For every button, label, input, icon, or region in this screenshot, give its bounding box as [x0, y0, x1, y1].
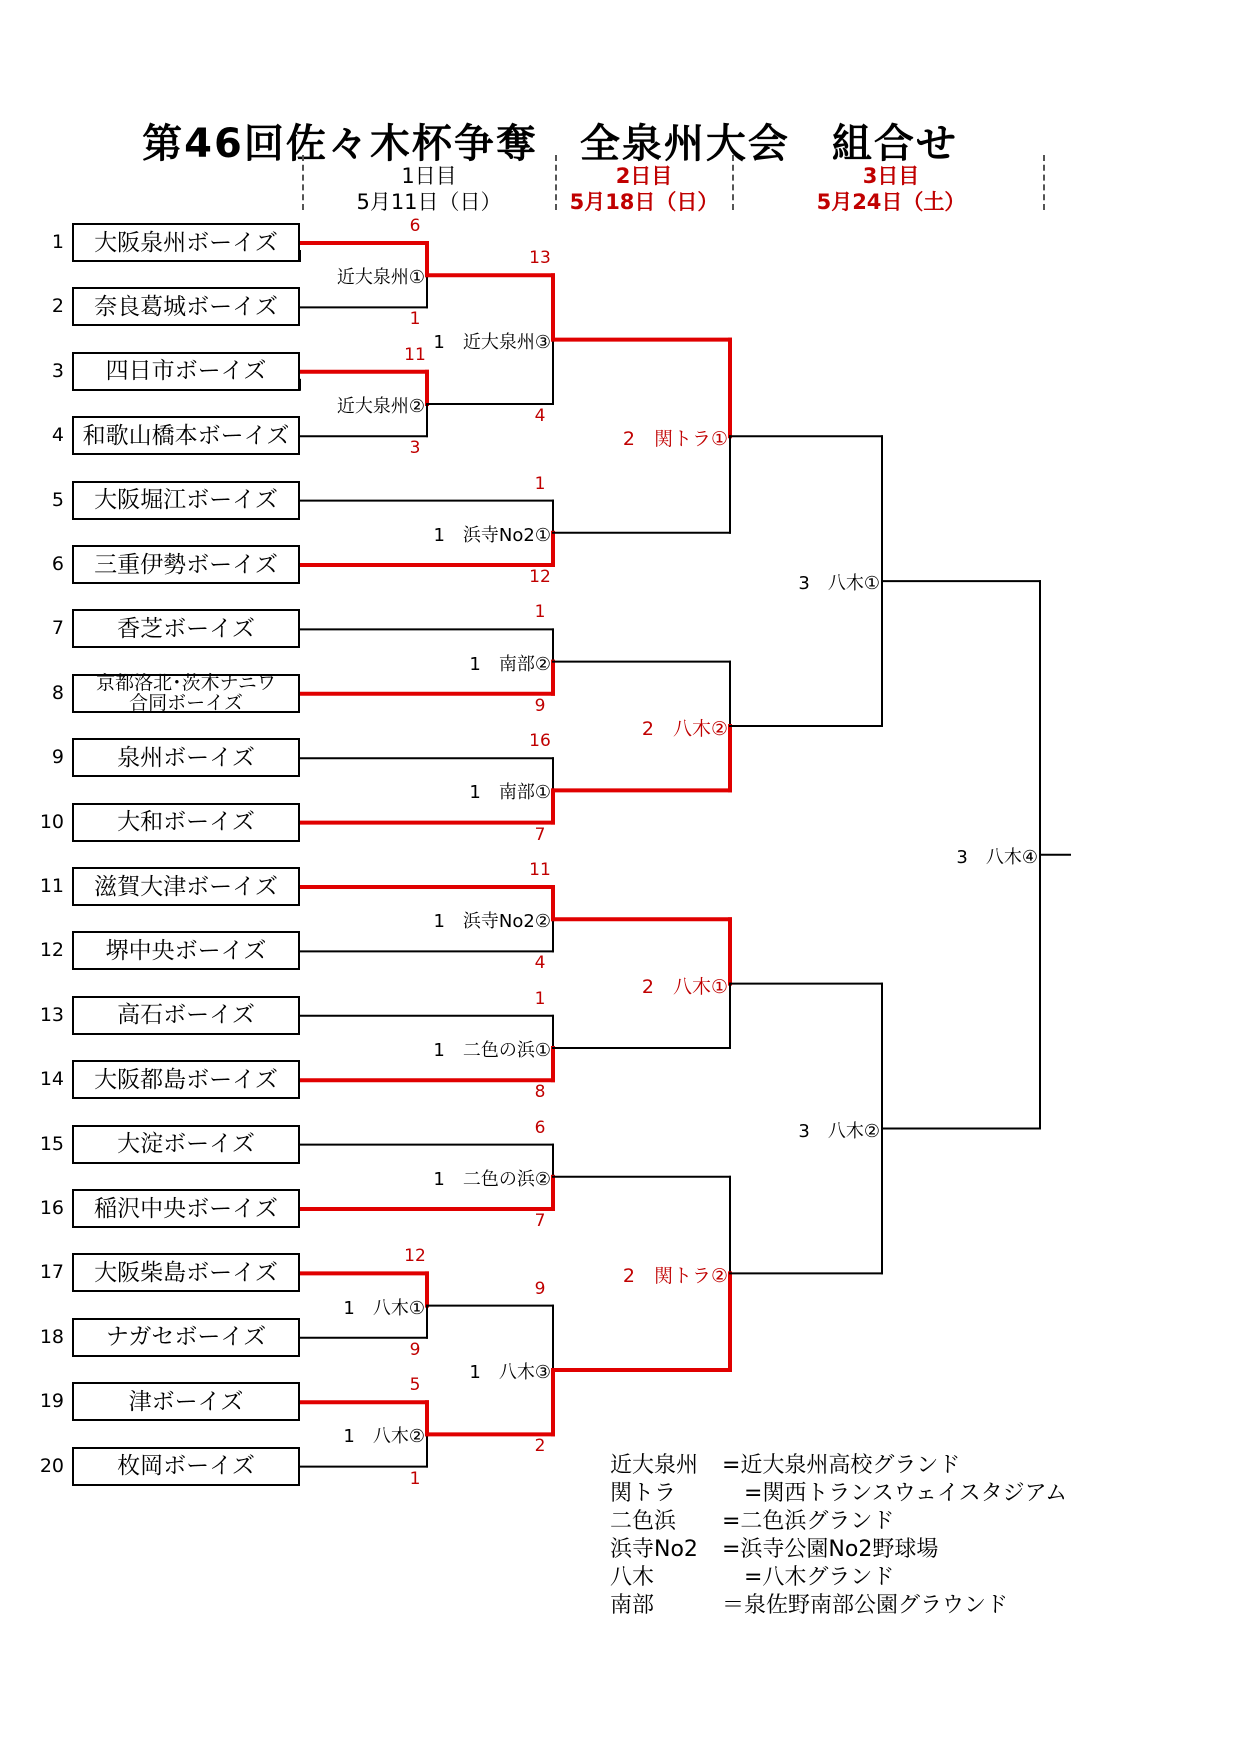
- score: 7: [534, 1211, 546, 1231]
- legend-key: 関トラ: [610, 1481, 677, 1506]
- seed-number: 3: [51, 359, 64, 382]
- score: 1: [534, 988, 546, 1009]
- team-box: 和歌山橋本ボーイズ: [72, 416, 300, 455]
- team-box: 奈良葛城ボーイズ: [72, 287, 300, 326]
- seed-number: 12: [39, 939, 64, 962]
- page-title: 第46回佐々木杯争奪 全泉州大会 組合せ: [142, 121, 958, 167]
- seed-number: 11: [39, 875, 64, 897]
- team-box: 大阪柴島ボーイズ: [72, 1253, 300, 1292]
- score: 6: [534, 1117, 546, 1138]
- team-box: 高石ボーイズ: [72, 996, 300, 1035]
- venue-label: 近大泉州①: [336, 267, 425, 289]
- score: 1: [534, 473, 546, 494]
- legend-row: [610, 1536, 1067, 1564]
- seed-number: 13: [39, 1003, 64, 1026]
- venue-label: 1 八木③: [469, 1362, 551, 1383]
- venue-label: 1 二色の浜②: [433, 1168, 551, 1190]
- venue-label: 3 八木①: [798, 573, 880, 595]
- score: 4: [534, 406, 546, 426]
- score: 11: [404, 344, 426, 365]
- seed-number: 8: [51, 681, 64, 704]
- score: 7: [534, 824, 546, 845]
- score: 3: [409, 438, 421, 459]
- seed-number: 1: [51, 231, 64, 253]
- score: 2: [534, 1436, 546, 1457]
- day-2-name: 2日目: [615, 164, 673, 188]
- score: 9: [534, 1278, 546, 1299]
- team-box: 三重伊勢ボーイズ: [72, 545, 300, 584]
- day-1-name: 1日目: [401, 164, 457, 188]
- team-box: 香芝ボーイズ: [72, 609, 300, 648]
- team-name-line2: 合同ボーイズ: [129, 692, 243, 715]
- legend-key: 南部: [610, 1593, 655, 1618]
- venue-label: 1 八木②: [343, 1426, 425, 1448]
- team-box: 稲沢中央ボーイズ: [72, 1189, 300, 1228]
- day-2-date: 5月18日（日）: [569, 190, 719, 214]
- seed-number: 7: [51, 617, 64, 640]
- score: 1: [534, 602, 546, 623]
- venue-label: 2 関トラ①: [622, 428, 728, 451]
- seed-number: 15: [39, 1132, 64, 1155]
- seed-number: 10: [39, 810, 64, 833]
- team-box: 枚岡ボーイズ: [72, 1447, 300, 1486]
- venue-label: 1 近大泉州③: [433, 331, 551, 353]
- legend-value: =関西トランスウェイスタジアム: [722, 1481, 1068, 1506]
- venue-label: 1 浜寺No2①: [433, 524, 551, 546]
- score: 12: [529, 567, 551, 587]
- seed-number: 5: [51, 488, 64, 511]
- score: 16: [529, 731, 551, 752]
- legend-key: 八木: [610, 1565, 655, 1590]
- venue-label: 1 二色の浜①: [433, 1040, 551, 1061]
- team-name: 京都洛北･茨木ナニワ: [96, 672, 276, 695]
- seed-number: 14: [39, 1068, 64, 1091]
- day-3-date: 5月24日（土）: [816, 190, 966, 214]
- score: 9: [534, 695, 546, 716]
- score: 5: [409, 1375, 421, 1396]
- team-box: 大淀ボーイズ: [72, 1125, 300, 1164]
- legend-row: [610, 1508, 1067, 1536]
- team-box: 堺中央ボーイズ: [72, 931, 300, 970]
- seed-number: 16: [39, 1197, 64, 1219]
- venue-legend: [610, 1452, 1067, 1620]
- legend-value: =二色浜グランド: [722, 1509, 895, 1534]
- legend-key: 浜寺No2: [610, 1537, 698, 1562]
- legend-value: ＝泉佐野南部公園グラウンド: [722, 1593, 1009, 1618]
- score: 6: [409, 216, 421, 236]
- venue-label: 1 南部①: [469, 782, 551, 804]
- team-box: 滋賀大津ボーイズ: [72, 867, 300, 906]
- day-1-date: 5月11日（日）: [356, 190, 502, 214]
- team-box: 大阪泉州ボーイズ: [72, 223, 300, 262]
- venue-label: 3 八木④: [956, 846, 1038, 868]
- score: 9: [409, 1339, 421, 1360]
- seed-number: 19: [39, 1390, 64, 1413]
- team-box: 泉州ボーイズ: [72, 738, 300, 777]
- venue-label: 1 浜寺No2②: [433, 911, 551, 933]
- seed-number: 17: [39, 1261, 64, 1284]
- venue-label: 2 関トラ②: [622, 1265, 728, 1288]
- score: 1: [409, 309, 421, 330]
- venue-label: 1 八木①: [343, 1297, 425, 1319]
- seed-number: 18: [39, 1325, 64, 1348]
- team-box: 大阪都島ボーイズ: [72, 1060, 300, 1099]
- team-box: 大阪堀江ボーイズ: [72, 481, 300, 520]
- legend-row: [610, 1592, 1067, 1620]
- team-box: 津ボーイズ: [72, 1382, 300, 1421]
- team-box: 四日市ボーイズ: [72, 352, 300, 391]
- legend-key: 近大泉州: [610, 1453, 699, 1478]
- legend-row: [610, 1480, 1067, 1508]
- venue-label: 2 八木②: [641, 718, 728, 740]
- score: 11: [529, 860, 551, 880]
- seed-number: 6: [51, 553, 64, 575]
- venue-label: 近大泉州②: [336, 396, 425, 417]
- score: 13: [529, 248, 551, 269]
- venue-label: 1 南部②: [469, 653, 551, 675]
- seed-number: 2: [51, 295, 64, 318]
- team-box: [72, 674, 300, 713]
- legend-row: [610, 1452, 1067, 1480]
- seed-number: 9: [51, 746, 64, 769]
- legend-value: =近大泉州高校グランド: [722, 1453, 961, 1478]
- score: 1: [409, 1468, 421, 1489]
- seed-number: 4: [51, 424, 64, 447]
- legend-value: =浜寺公園No2野球場: [722, 1537, 939, 1562]
- legend-value: =八木グランド: [722, 1565, 895, 1590]
- day-3-name: 3日目: [862, 164, 920, 188]
- score: 8: [534, 1082, 546, 1103]
- score: 4: [534, 953, 546, 974]
- score: 12: [404, 1246, 426, 1267]
- seed-number: 20: [39, 1454, 64, 1477]
- venue-label: 3 八木②: [798, 1120, 880, 1142]
- team-box: 大和ボーイズ: [72, 803, 300, 842]
- venue-label: 2 八木①: [641, 975, 728, 998]
- legend-key: 二色浜: [610, 1509, 677, 1534]
- team-box: ナガセボーイズ: [72, 1318, 300, 1357]
- legend-row: [610, 1564, 1067, 1592]
